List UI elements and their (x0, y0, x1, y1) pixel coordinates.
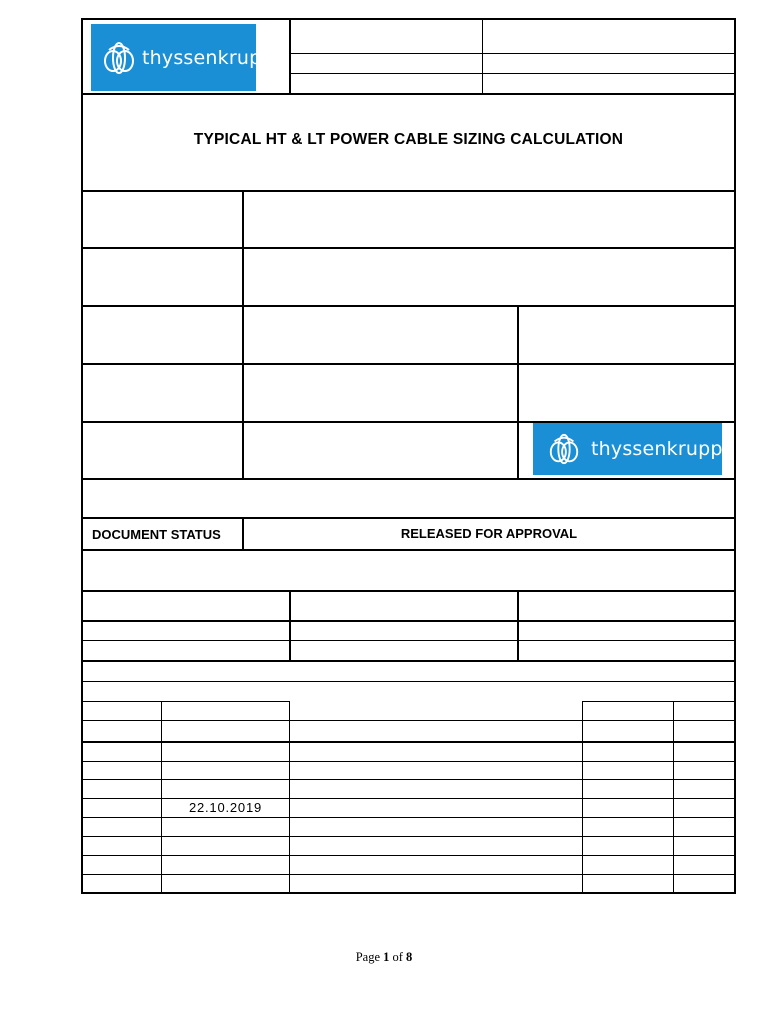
divider (81, 305, 736, 307)
header-logo (91, 24, 274, 91)
brand-name: thyssenkrupp (591, 438, 723, 460)
divider (81, 640, 736, 641)
divider (81, 517, 736, 519)
thyssenkrupp-logo-icon (545, 432, 583, 466)
divider (289, 53, 736, 54)
divider (289, 18, 291, 94)
divider (81, 190, 736, 192)
table-row-line (81, 836, 736, 837)
document-status-value: RELEASED FOR APPROVAL (400, 526, 578, 541)
page-current: 1 (383, 950, 390, 964)
table-row-line (81, 817, 736, 818)
brand-name: thyssenkrupp (142, 46, 274, 69)
table-row-line (81, 855, 736, 856)
page-total: 8 (406, 950, 413, 964)
divider (81, 247, 736, 249)
divider (81, 549, 736, 551)
page-number (0, 950, 768, 965)
thyssenkrupp-logo-icon (102, 40, 136, 76)
divider (482, 18, 483, 94)
divider (81, 478, 736, 480)
divider (81, 660, 736, 662)
document-title: TYPICAL HT & LT POWER CABLE SIZING CALCULATION (193, 131, 624, 148)
divider (583, 701, 736, 702)
divider (81, 620, 736, 622)
revision-date: 22.10.2019 (188, 800, 263, 815)
divider (81, 363, 736, 365)
client-logo (533, 423, 722, 475)
table-row-line (81, 874, 736, 875)
page-prefix: Page (355, 950, 380, 964)
document-status-label: DOCUMENT STATUS (92, 527, 221, 542)
divider (81, 93, 736, 95)
table-row-line (81, 798, 736, 799)
divider (81, 590, 736, 592)
table-row-line (81, 720, 736, 721)
table-row-line (81, 779, 736, 780)
divider (289, 590, 291, 661)
divider (81, 701, 289, 702)
page-of: of (392, 950, 403, 964)
table-row-line (81, 761, 736, 762)
divider (81, 681, 736, 682)
divider (517, 305, 519, 479)
divider (517, 590, 519, 661)
table-row-line (81, 741, 736, 743)
divider (289, 73, 736, 74)
divider (242, 190, 244, 479)
